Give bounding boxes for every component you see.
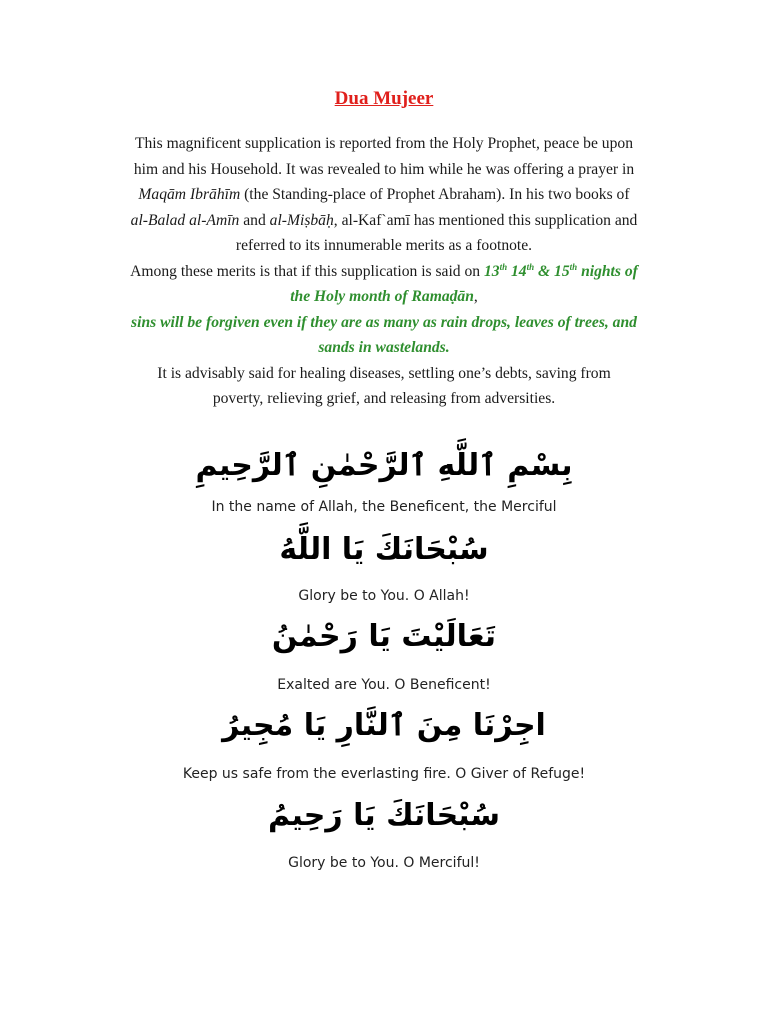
intro-paragraph (80, 131, 688, 412)
al-misbah-italic: al-Miṣbāḥ (269, 211, 334, 229)
intro-line-3 (80, 182, 688, 208)
sup-th-2: th (526, 261, 535, 272)
sins-forgiven-line-2: sands in wastelands. (318, 339, 450, 356)
intro-line-3-rest: (the Standing-place of Prophet Abraham). In his two books of (240, 186, 630, 203)
sins-forgiven-line-1: sins will be forgiven even if they are as many as rain drops, leaves of trees, and (131, 313, 637, 331)
num-14: 14 (507, 262, 527, 280)
maqam-ibrahim-italic: Maqām Ibrāhīm (138, 186, 241, 203)
verse-4-translation: Keep us safe from the everlasting fire. O Giver of Refuge! (182, 766, 586, 782)
intro-line-11: poverty, relieving grief, and releasing from adversities. (212, 390, 556, 407)
intro-line-10: It is advisably said for healing diseases, settling one’s debts, saving from (157, 364, 611, 382)
ramadan-highlight: the Holy month of Ramaḍān (290, 288, 474, 305)
nights-highlight (484, 263, 638, 280)
verse-2-arabic: سُبْحَانَكَ يَا اللَّهُ (279, 532, 489, 567)
page-title: Dua Mujeer (334, 88, 434, 109)
verse-2-translation: Glory be to You. O Allah! (298, 588, 470, 604)
verse-3-arabic: تَعَالَيْتَ يَا رَحْمٰنُ (271, 619, 497, 654)
intro-line-4-rest: , al-Kaf`amī has mentioned this supplication and (333, 211, 638, 229)
intro-line-6-plain: Among these merits is that if this supplication is said on (130, 262, 484, 280)
verse-4-arabic: اجِرْنَا مِنَ ٱلنَّارِ يَا مُجِيرُ (222, 708, 546, 743)
intro-line-6 (80, 259, 688, 285)
intro-line-4 (80, 208, 688, 234)
verse-1-arabic: بِسْمِ ٱللَّهِ ٱلرَّحْمٰنِ ٱلرَّحِيمِ (195, 448, 573, 483)
al-balad-italic: al-Balad al-Amīn (130, 211, 240, 229)
intro-line-1: This magnificent supplication is reported from the Holy Prophet, peace be upon (134, 135, 633, 152)
num-15: & 15 (534, 262, 570, 280)
comma: , (473, 288, 478, 305)
verse-1-translation: In the name of Allah, the Beneficent, the Merciful (211, 499, 557, 515)
sup-th-1: th (499, 261, 508, 272)
sup-th-3: th (569, 261, 578, 272)
verse-5-arabic: سُبْحَانَكَ يَا رَحِيمُ (268, 798, 500, 833)
intro-line-5: referred to its innumerable merits as a footnote. (235, 237, 533, 254)
num-13: 13 (484, 262, 500, 280)
verse-5-translation: Glory be to You. O Merciful! (288, 855, 480, 871)
intro-line-4-and: and (239, 211, 270, 229)
verse-3-translation: Exalted are You. O Beneficent! (277, 677, 491, 693)
intro-line-7 (80, 284, 688, 310)
intro-line-2: him and his Household. It was revealed to him while he was offering a prayer in (133, 160, 635, 178)
nights-of: nights of (577, 262, 638, 280)
